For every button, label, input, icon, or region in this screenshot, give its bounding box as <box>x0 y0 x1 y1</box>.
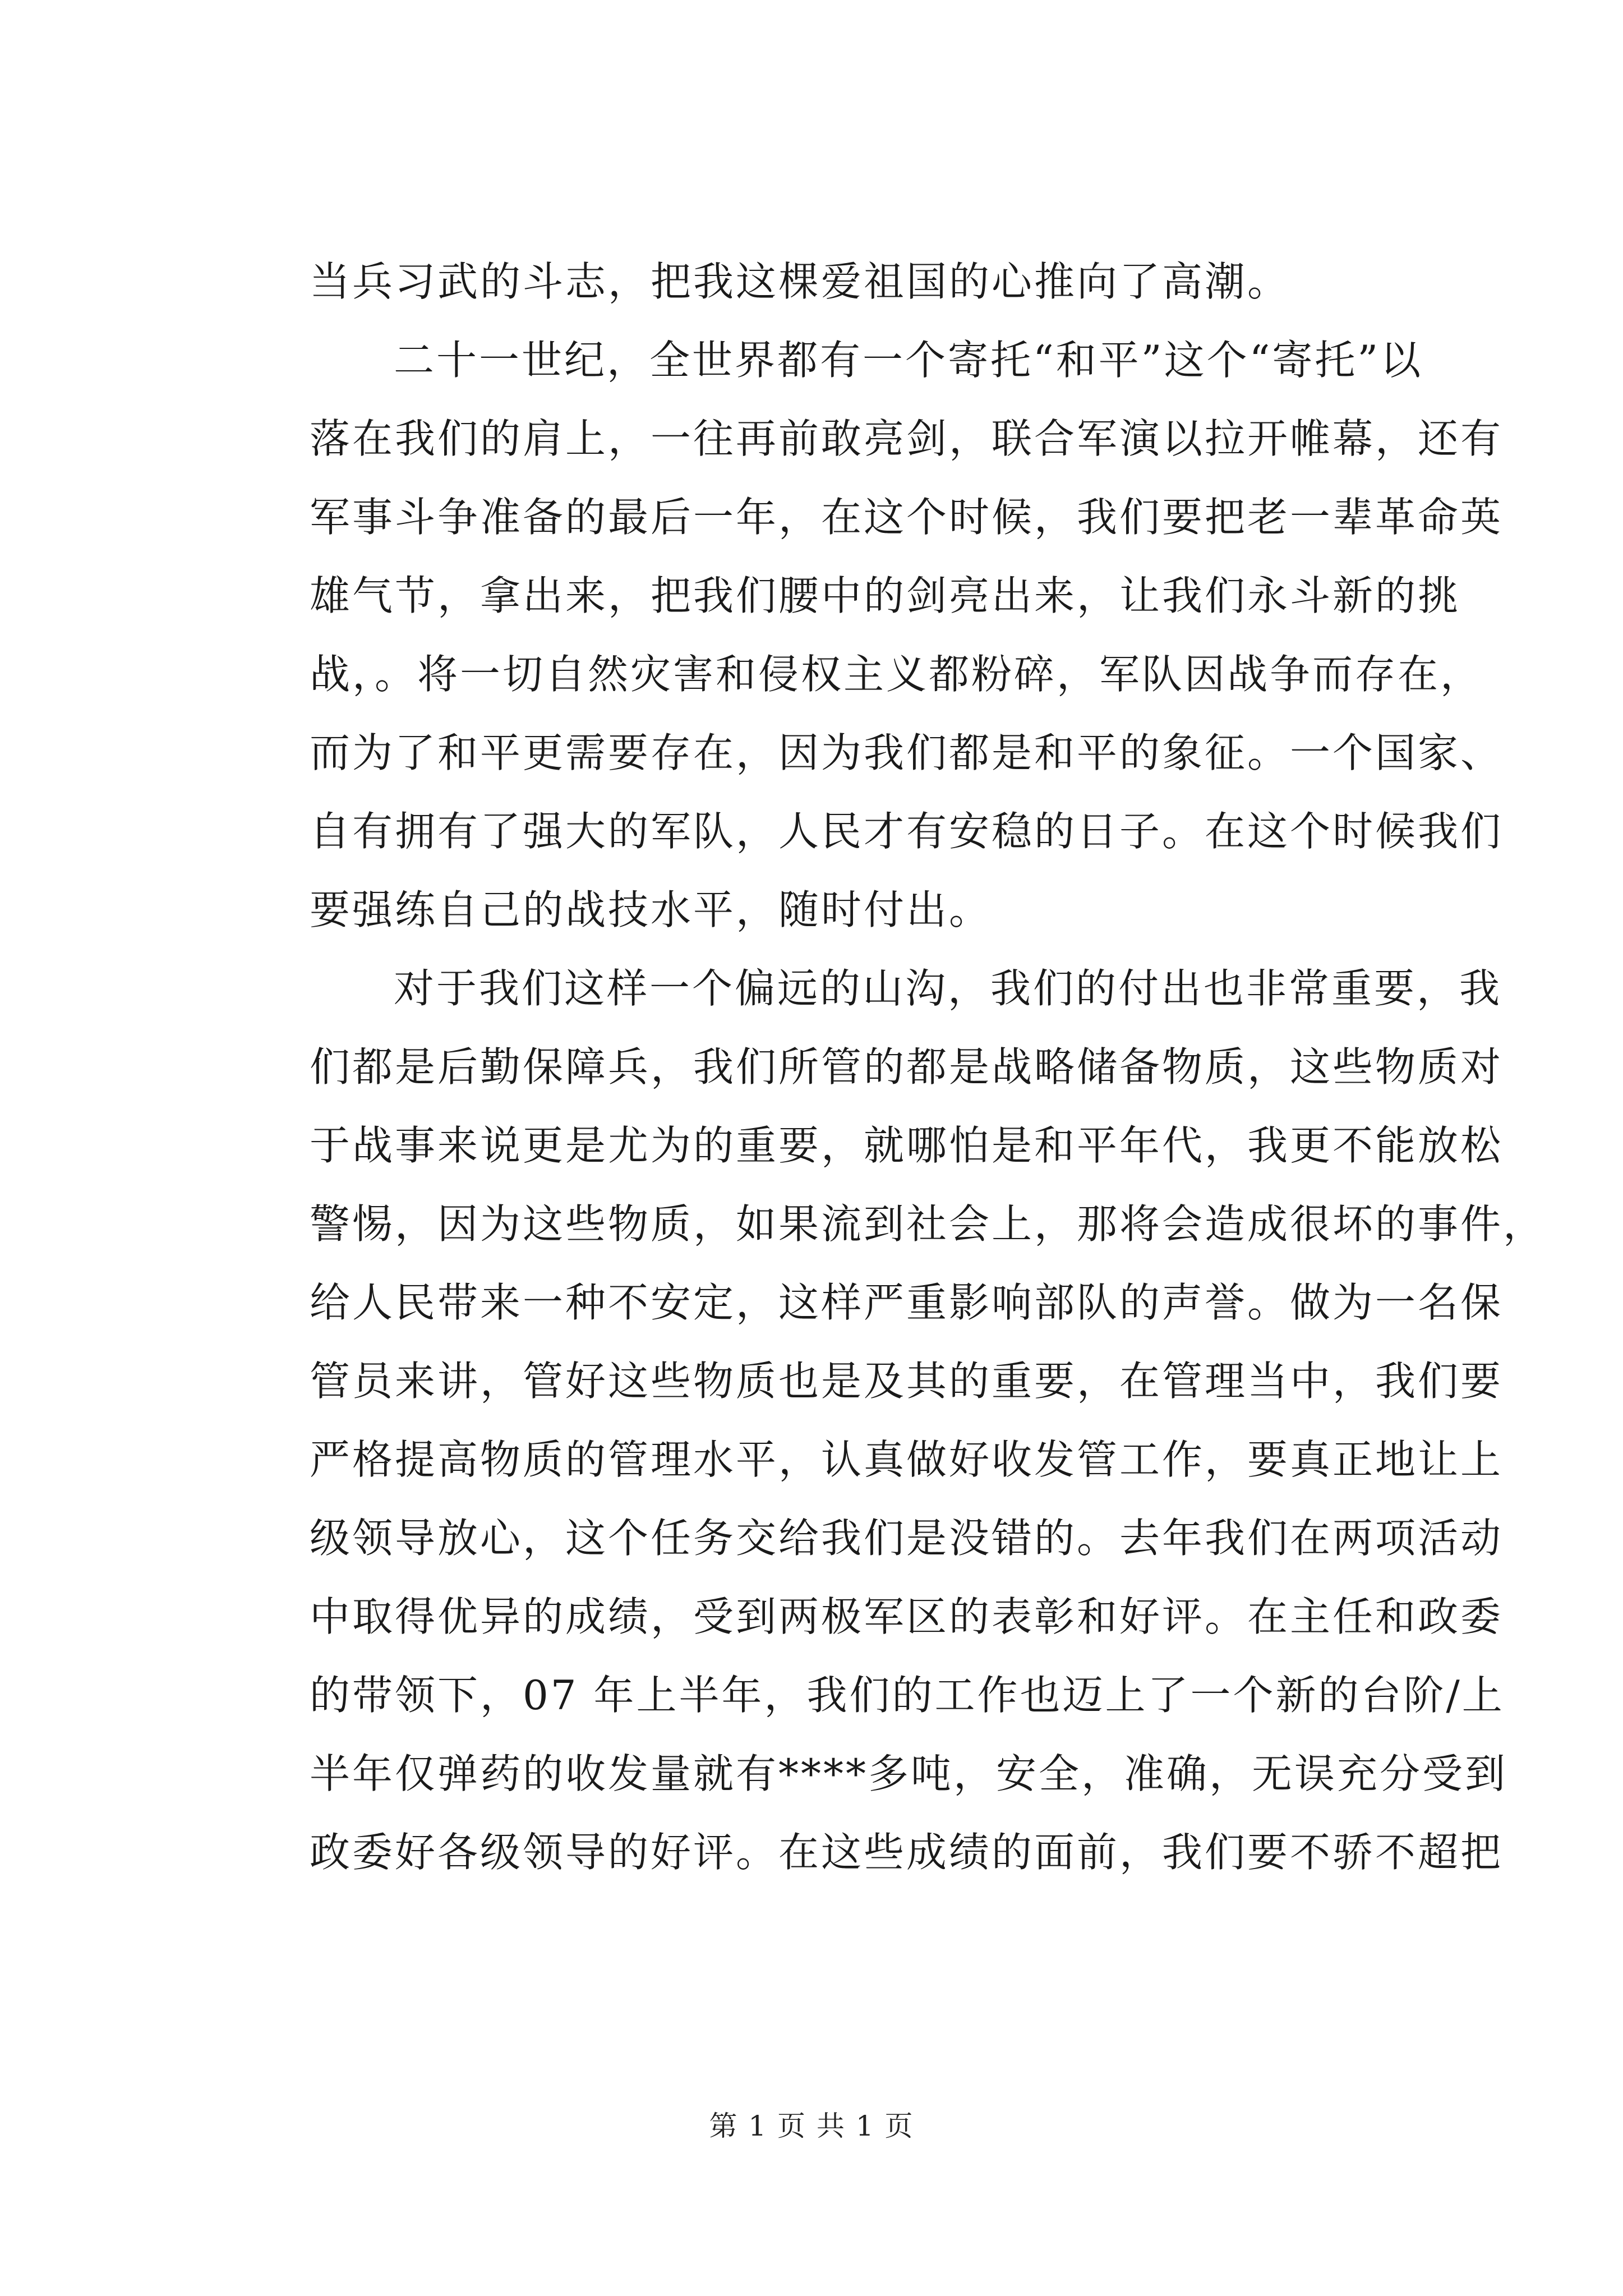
page-footer <box>0 2109 1623 2143</box>
paragraph-start-line: 对于我们这样一个偏远的山沟，我们的付出也非常重要，我 <box>394 965 1502 1012</box>
text-line: 要强练自己的战技水平，随时付出。 <box>310 886 992 933</box>
text-line: 政委好各级领导的好评。在这些成绩的面前，我们要不骄不超把 <box>310 1829 1504 1876</box>
text-line: 严格提高物质的管理水平，认真做好收发管工作，要真正地让上 <box>310 1436 1504 1483</box>
text-line: 管员来讲，管好这些物质也是及其的重要，在管理当中，我们要 <box>310 1358 1504 1405</box>
text-line: 雄气节，拿出来，把我们腰中的剑亮出来，让我们永斗新的挑 <box>310 572 1461 619</box>
text-line: 级领导放心，这个任务交给我们是没错的。去年我们在两项活动 <box>310 1515 1504 1562</box>
text-line: 落在我们的肩上，一往再前敢亮剑，联合军演以拉开帷幕，还有 <box>310 415 1504 462</box>
text-line: 当兵习武的斗志，把我这棵爱祖国的心推向了高潮。 <box>310 258 1290 305</box>
paragraph-start-line: 二十一世纪，全世界都有一个寄托“和平”这个“寄托”以 <box>394 337 1423 384</box>
text-line: 于战事来说更是尤为的重要，就哪怕是和平年代，我更不能放松 <box>310 1122 1504 1169</box>
body-text <box>310 242 1546 1892</box>
text-line: 的带领下，07 年上半年，我们的工作也迈上了一个新的台阶/上 <box>310 1672 1505 1719</box>
text-line: 军事斗争准备的最后一年，在这个时候，我们要把老一辈革命英 <box>310 494 1504 541</box>
page-number-label: 第 1 页 共 1 页 <box>709 2110 914 2142</box>
text-line: 半年仅弹药的收发量就有****多吨，安全，准确，无误充分受到 <box>310 1750 1508 1797</box>
text-line: 们都是后勤保障兵，我们所管的都是战略储备物质，这些物质对 <box>310 1043 1504 1091</box>
text-line: 中取得优异的成绩，受到两极军区的表彰和好评。在主任和政委 <box>310 1593 1504 1640</box>
text-line: 警惕，因为这些物质，如果流到社会上，那将会造成很坏的事件， <box>310 1200 1546 1248</box>
text-line: 自有拥有了强大的军队，人民才有安稳的日子。在这个时候我们 <box>310 808 1504 855</box>
text-line: 战，。将一切自然灾害和侵权主义都粉碎，军队因战争而存在， <box>310 651 1483 698</box>
text-line: 而为了和平更需要存在，因为我们都是和平的象征。一个国家、 <box>310 729 1504 776</box>
text-line: 给人民带来一种不安定，这样严重影响部队的声誉。做为一名保 <box>310 1279 1504 1326</box>
